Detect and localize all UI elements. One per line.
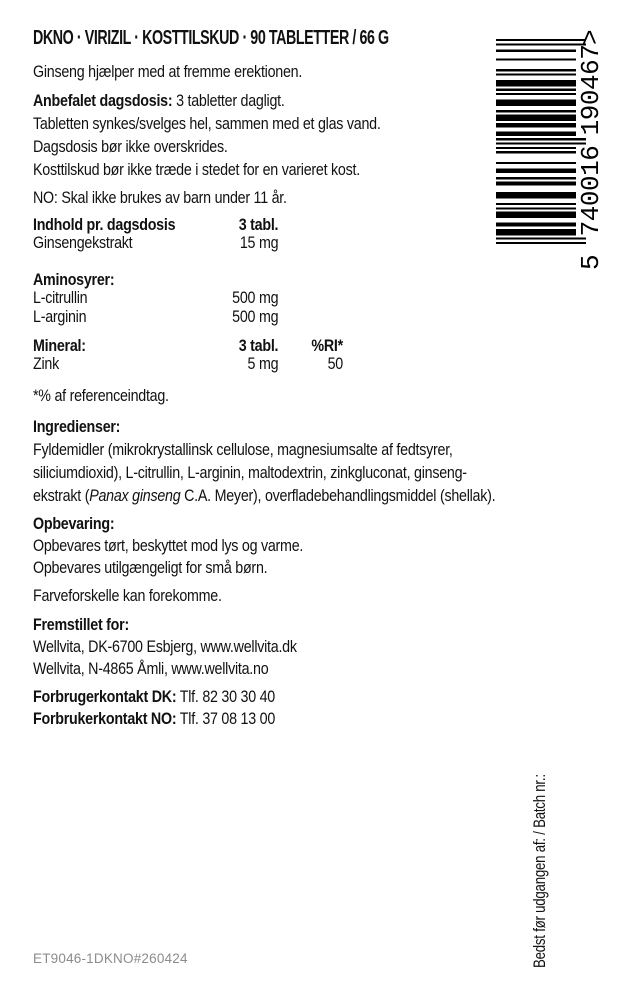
- ingredients-block: [33, 415, 503, 507]
- best-before-caption-text: Bedst før udgangen af: / Batch nr.:: [530, 774, 549, 968]
- dosage-line: Tabletten synkes/svelges hel, sammen med et glas vand.: [33, 114, 381, 133]
- barcode-digit-left: 5: [576, 254, 606, 270]
- dosage-lead: [33, 89, 503, 112]
- latin-name: Panax ginseng: [89, 485, 181, 505]
- contact-no-phone: Tlf. 37 08 13 00: [179, 708, 276, 728]
- ri-footnote: *% af referenceindtag.: [33, 385, 169, 405]
- color-note: Farveforskelle kan forekomme.: [33, 585, 222, 605]
- dosage-lead-value: 3 tabletter dagligt.: [176, 91, 285, 110]
- row-amount: 15 mg: [239, 233, 279, 253]
- manufacturer-block: [33, 614, 503, 680]
- storage-heading: Opbevaring:: [33, 513, 115, 533]
- row-amount: 500 mg: [232, 306, 279, 326]
- barcode-bars-icon: [496, 39, 586, 244]
- ingredients-line: siliciumdioxid), L-citrullin, L-arginin, maltodextrin, zinkgluconat, ginseng-: [33, 462, 467, 482]
- table-row: [33, 305, 503, 326]
- table-row: [33, 231, 503, 253]
- mineral-heading-amount: 3 tabl.: [238, 335, 279, 355]
- mineral-heading: Mineral:: [33, 335, 86, 355]
- row-name: Zink: [33, 354, 59, 374]
- table-row: [33, 286, 503, 308]
- ingredients-line-pre: ekstrakt (: [33, 485, 90, 505]
- contact-dk-label: Forbrugerkontakt DK:: [33, 686, 177, 706]
- ingredients-heading: Ingredienser:: [33, 416, 121, 436]
- ingredients-line: Fyldemidler (mikrokrystallinsk cellulose, magnesiumsalte af fedtsyrer,: [33, 439, 453, 459]
- nutrition-header-row: [33, 213, 503, 234]
- nutrition-table: [33, 213, 503, 374]
- row-name: L-citrullin: [33, 288, 88, 308]
- mineral-heading-ri: %RI*: [311, 335, 343, 355]
- dosage-lead-heading: Anbefalet dagsdosis:: [33, 91, 173, 110]
- nutrition-header-name: Indhold pr. dagsdosis: [33, 215, 176, 234]
- storage-block: [33, 513, 503, 579]
- barcode-digits-group2: 190467: [576, 44, 606, 136]
- contact-block: [33, 686, 503, 730]
- nutrition-header-amount: 3 tabl.: [238, 215, 279, 234]
- barcode-quiet-zone-mark: >: [576, 29, 606, 45]
- amino-heading: Aminosyrer:: [33, 269, 115, 289]
- best-before-caption: [529, 752, 551, 968]
- print-batch-code: ET9046-1DKNO#260424: [33, 951, 188, 966]
- label-content: [33, 27, 503, 736]
- contact-dk-phone: Tlf. 82 30 30 40: [179, 686, 275, 706]
- contact-dk-line: [33, 686, 503, 708]
- ingredients-line-post: C.A. Meyer), overfladebehandlingsmiddel (shellak).: [180, 485, 496, 505]
- mineral-heading-row: [33, 334, 503, 355]
- no-age-warning: NO: Skal ikke brukes av barn under 11 år.: [33, 188, 287, 207]
- manufacturer-line: Wellvita, N-4865 Åmli, www.wellvita.no: [33, 658, 269, 678]
- contact-no-line: [33, 708, 503, 730]
- manufacturer-line: Wellvita, DK-6700 Esbjerg, www.wellvita.dk: [33, 636, 297, 656]
- storage-line: Opbevares utilgængeligt for små børn.: [33, 557, 268, 577]
- ean13-barcode: [496, 24, 606, 274]
- dosage-block: [33, 89, 503, 181]
- row-ri: 50: [327, 354, 343, 374]
- row-amount: 500 mg: [232, 288, 279, 308]
- amino-heading-row: [33, 268, 503, 289]
- product-title-text: DKNO · VIRIZIL · KOSTTILSKUD · 90 TABLETTER / 66 G: [33, 27, 389, 49]
- storage-line: Opbevares tørt, beskyttet mod lys og varme.: [33, 535, 304, 555]
- dosage-line: Dagsdosis bør ikke overskrides.: [33, 137, 228, 156]
- health-claim: Ginseng hjælper med at fremme erektionen.: [33, 62, 303, 81]
- barcode-digits-group1: 740016: [576, 145, 606, 237]
- row-name: L-arginin: [33, 306, 87, 326]
- row-amount: 5 mg: [247, 354, 279, 374]
- product-title: [33, 27, 503, 49]
- row-name: Ginsengekstrakt: [33, 233, 133, 253]
- ingredients-line: [33, 484, 503, 507]
- contact-no-label: Forbrukerkontakt NO:: [33, 708, 177, 728]
- table-row: [33, 352, 503, 374]
- ean13-barcode-rotated: [496, 24, 606, 274]
- dosage-line: Kosttilskud bør ikke træde i stedet for en varieret kost.: [33, 160, 360, 179]
- manufacturer-heading: Fremstillet for:: [33, 614, 129, 634]
